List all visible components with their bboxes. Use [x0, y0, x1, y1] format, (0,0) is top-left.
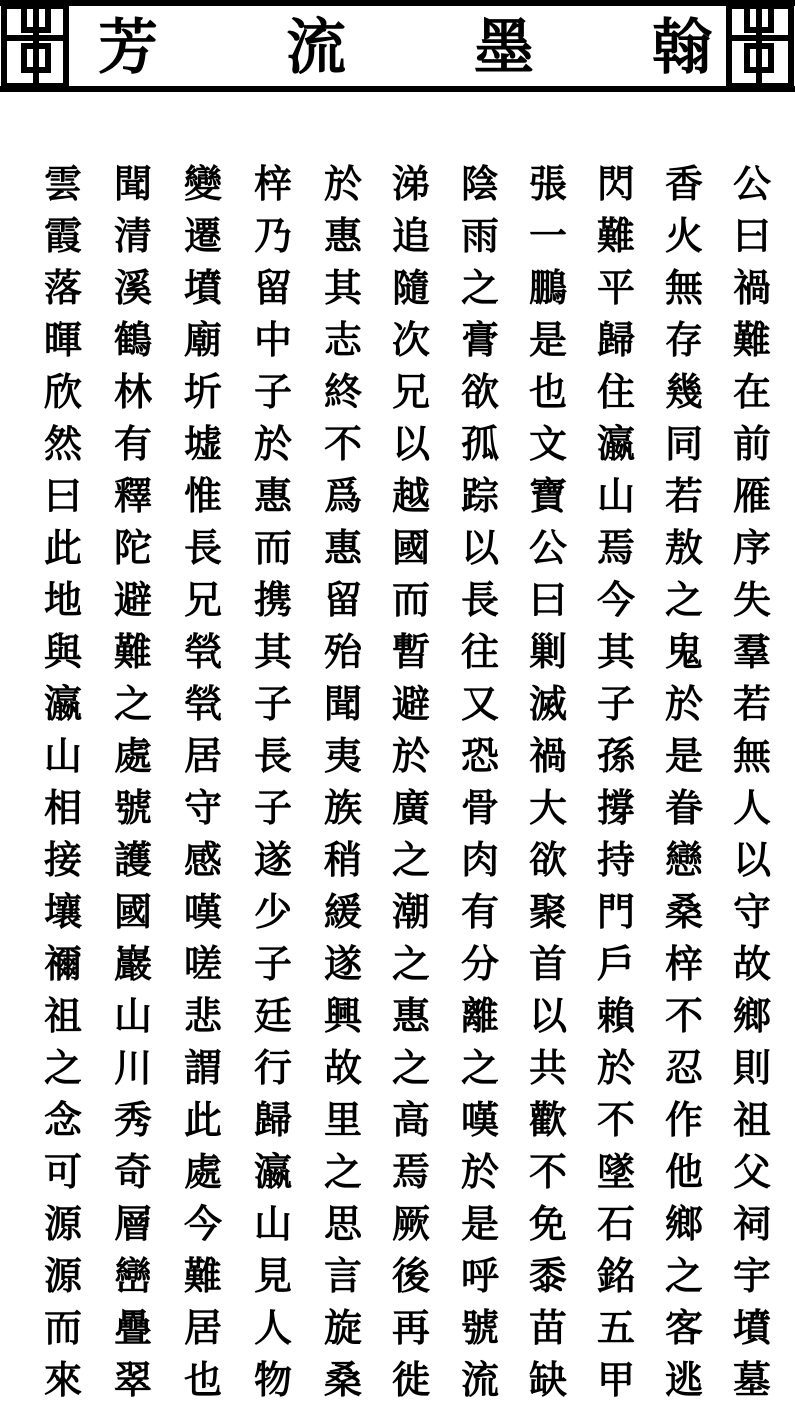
text-glyph: 他: [664, 1149, 703, 1194]
text-glyph: 膏: [460, 317, 499, 362]
text-glyph: 於: [391, 733, 430, 778]
text-glyph: 歡: [528, 1097, 567, 1142]
text-glyph: 瀛: [596, 421, 635, 466]
text-glyph: 壤: [43, 889, 82, 934]
text-glyph: 長: [183, 525, 222, 570]
text-glyph: 於: [323, 161, 362, 206]
text-glyph: 聞: [113, 161, 152, 206]
text-glyph: 桑: [323, 1357, 362, 1402]
text-glyph: 殆: [323, 629, 362, 674]
text-glyph: 相: [43, 785, 82, 830]
text-glyph: 霞: [43, 213, 82, 258]
text-glyph: 嘆: [183, 889, 222, 934]
text-glyph: 惠: [323, 525, 362, 570]
text-glyph: 曰: [43, 473, 82, 518]
text-glyph: 長: [460, 577, 499, 622]
text-glyph: 存: [664, 317, 703, 362]
title-char-3: 墨: [474, 13, 534, 83]
text-glyph: 其: [596, 629, 635, 674]
text-glyph: 其: [253, 629, 292, 674]
text-glyph: 欲: [528, 837, 567, 882]
text-glyph: 追: [391, 213, 430, 258]
text-glyph: 雨: [460, 213, 499, 258]
text-glyph: 志: [323, 317, 362, 362]
text-glyph: 之: [460, 265, 499, 310]
text-glyph: 客: [664, 1305, 703, 1350]
text-column-3: [586, 158, 646, 1406]
text-column-6: [381, 158, 441, 1406]
text-glyph: 里: [323, 1097, 362, 1142]
text-glyph: 不: [596, 1097, 635, 1142]
right-lattice-ornament: [729, 6, 791, 86]
text-glyph: 若: [732, 681, 771, 726]
text-glyph: 國: [113, 889, 152, 934]
text-glyph: 公: [528, 525, 567, 570]
text-glyph: 歸: [253, 1097, 292, 1142]
text-column-9: [173, 158, 233, 1406]
text-glyph: 守: [183, 785, 222, 830]
text-glyph: 清: [113, 213, 152, 258]
banner-title: [70, 10, 725, 86]
text-column-7: [313, 158, 373, 1406]
text-glyph: 陰: [460, 161, 499, 206]
text-glyph: 號: [113, 785, 152, 830]
text-glyph: 在: [732, 369, 771, 414]
text-glyph: 也: [528, 369, 567, 414]
text-glyph: 無: [732, 733, 771, 778]
text-glyph: 惠: [323, 213, 362, 258]
text-glyph: 同: [664, 421, 703, 466]
text-glyph: 來: [43, 1357, 82, 1402]
text-glyph: 肉: [460, 837, 499, 882]
title-char-1: 芳: [98, 13, 158, 83]
text-glyph: 山: [113, 993, 152, 1038]
text-glyph: 不: [664, 993, 703, 1038]
text-glyph: 暉: [43, 317, 82, 362]
text-glyph: 瀛: [253, 1149, 292, 1194]
text-glyph: 寶: [528, 473, 567, 518]
text-glyph: 嘆: [460, 1097, 499, 1142]
text-glyph: 而: [253, 525, 292, 570]
text-glyph: 處: [113, 733, 152, 778]
text-glyph: 祖: [732, 1097, 771, 1142]
text-glyph: 分: [460, 941, 499, 986]
text-glyph: 兄: [183, 577, 222, 622]
text-glyph: 稍: [323, 837, 362, 882]
text-glyph: 惟: [183, 473, 222, 518]
text-glyph: 無: [664, 265, 703, 310]
text-glyph: 遷: [183, 213, 222, 258]
text-glyph: 夷: [323, 733, 362, 778]
text-glyph: 林: [113, 369, 152, 414]
text-glyph: 見: [253, 1253, 292, 1298]
text-glyph: 有: [460, 889, 499, 934]
text-glyph: 逃: [664, 1357, 703, 1402]
text-glyph: 惠: [391, 993, 430, 1038]
text-glyph: 雁: [732, 473, 771, 518]
text-glyph: 與: [43, 629, 82, 674]
text-glyph: 眷: [664, 785, 703, 830]
text-glyph: 不: [323, 421, 362, 466]
text-glyph: 子: [253, 941, 292, 986]
text-glyph: 嗟: [183, 941, 222, 986]
text-glyph: 後: [391, 1253, 430, 1298]
text-glyph: 此: [43, 525, 82, 570]
text-glyph: 廷: [253, 993, 292, 1038]
text-glyph: 暫: [391, 629, 430, 674]
text-glyph: 子: [596, 681, 635, 726]
text-glyph: 於: [253, 421, 292, 466]
text-glyph: 剿: [528, 629, 567, 674]
text-glyph: 涕: [391, 161, 430, 206]
text-glyph: 銘: [596, 1253, 635, 1298]
text-glyph: 兄: [391, 369, 430, 414]
text-glyph: 門: [596, 889, 635, 934]
text-glyph: 其: [323, 265, 362, 310]
text-glyph: 也: [183, 1357, 222, 1402]
text-glyph: 父: [732, 1149, 771, 1194]
text-glyph: 難: [183, 1253, 222, 1298]
text-glyph: 旋: [323, 1305, 362, 1350]
text-glyph: 文: [528, 421, 567, 466]
text-glyph: 墳: [183, 265, 222, 310]
text-glyph: 釋: [113, 473, 152, 518]
text-glyph: 是: [528, 317, 567, 362]
text-glyph: 之: [664, 1253, 703, 1298]
text-glyph: 禍: [528, 733, 567, 778]
text-glyph: 鶴: [113, 317, 152, 362]
text-glyph: 首: [528, 941, 567, 986]
text-glyph: 是: [460, 1201, 499, 1246]
text-glyph: 廟: [183, 317, 222, 362]
text-glyph: 今: [596, 577, 635, 622]
text-glyph: 有: [113, 421, 152, 466]
text-glyph: 往: [460, 629, 499, 674]
text-glyph: 乃: [253, 213, 292, 258]
text-glyph: 行: [253, 1045, 292, 1090]
text-glyph: 越: [391, 473, 430, 518]
text-glyph: 圻: [183, 369, 222, 414]
text-glyph: 平: [596, 265, 635, 310]
text-glyph: 戀: [664, 837, 703, 882]
text-glyph: 滅: [528, 681, 567, 726]
text-glyph: 恐: [460, 733, 499, 778]
text-glyph: 處: [183, 1149, 222, 1194]
text-glyph: 悲: [183, 993, 222, 1038]
text-glyph: 以: [732, 837, 771, 882]
text-glyph: 爲: [323, 473, 362, 518]
title-char-4: 翰: [652, 13, 712, 83]
text-glyph: 離: [460, 993, 499, 1038]
text-glyph: 則: [732, 1045, 771, 1090]
text-glyph: 於: [460, 1149, 499, 1194]
text-glyph: 煢: [183, 629, 222, 674]
text-glyph: 香: [664, 161, 703, 206]
text-glyph: 之: [391, 941, 430, 986]
text-glyph: 宇: [732, 1253, 771, 1298]
text-glyph: 幾: [664, 369, 703, 414]
text-glyph: 鄉: [732, 993, 771, 1038]
text-glyph: 墜: [596, 1149, 635, 1194]
text-glyph: 於: [596, 1045, 635, 1090]
text-glyph: 禰: [43, 941, 82, 986]
text-glyph: 居: [183, 733, 222, 778]
text-glyph: 今: [183, 1201, 222, 1246]
text-glyph: 鄉: [664, 1201, 703, 1246]
text-glyph: 孫: [596, 733, 635, 778]
text-glyph: 感: [183, 837, 222, 882]
text-glyph: 廣: [391, 785, 430, 830]
text-glyph: 火: [664, 213, 703, 258]
text-glyph: 遂: [253, 837, 292, 882]
text-glyph: 惠: [253, 473, 292, 518]
text-glyph: 是: [664, 733, 703, 778]
text-glyph: 聚: [528, 889, 567, 934]
text-glyph: 不: [528, 1149, 567, 1194]
text-glyph: 地: [43, 577, 82, 622]
text-glyph: 隨: [391, 265, 430, 310]
text-glyph: 少: [253, 889, 292, 934]
text-glyph: 鬼: [664, 629, 703, 674]
text-glyph: 焉: [596, 525, 635, 570]
text-glyph: 於: [664, 681, 703, 726]
text-glyph: 厥: [391, 1201, 430, 1246]
text-glyph: 山: [253, 1201, 292, 1246]
text-glyph: 層: [113, 1201, 152, 1246]
text-glyph: 閃: [596, 161, 635, 206]
text-column-2: [654, 158, 714, 1406]
text-glyph: 避: [113, 577, 152, 622]
text-glyph: 此: [183, 1097, 222, 1142]
text-glyph: 守: [732, 889, 771, 934]
text-glyph: 曰: [528, 577, 567, 622]
text-glyph: 山: [596, 473, 635, 518]
text-glyph: 敖: [664, 525, 703, 570]
title-banner: [0, 0, 795, 92]
text-glyph: 族: [323, 785, 362, 830]
text-glyph: 居: [183, 1305, 222, 1350]
text-glyph: 難: [596, 213, 635, 258]
text-glyph: 源: [43, 1201, 82, 1246]
text-glyph: 山: [43, 733, 82, 778]
text-glyph: 張: [528, 161, 567, 206]
text-glyph: 徙: [391, 1357, 430, 1402]
text-glyph: 失: [732, 577, 771, 622]
text-glyph: 甲: [596, 1357, 635, 1402]
text-glyph: 墓: [732, 1357, 771, 1402]
text-glyph: 作: [664, 1097, 703, 1142]
text-glyph: 黍: [528, 1253, 567, 1298]
text-glyph: 撐: [596, 785, 635, 830]
text-glyph: 以: [391, 421, 430, 466]
text-glyph: 免: [528, 1201, 567, 1246]
text-glyph: 之: [391, 1045, 430, 1090]
text-glyph: 號: [460, 1305, 499, 1350]
text-glyph: 避: [391, 681, 430, 726]
text-glyph: 人: [253, 1305, 292, 1350]
vertical-text-body: [0, 158, 795, 1402]
text-glyph: 興: [323, 993, 362, 1038]
text-glyph: 祠: [732, 1201, 771, 1246]
text-glyph: 高: [391, 1097, 430, 1142]
left-lattice-ornament: [4, 6, 66, 86]
text-glyph: 禍: [732, 265, 771, 310]
text-glyph: 人: [732, 785, 771, 830]
text-glyph: 孤: [460, 421, 499, 466]
text-glyph: 戶: [596, 941, 635, 986]
text-glyph: 遂: [323, 941, 362, 986]
text-glyph: 次: [391, 317, 430, 362]
text-column-1: [722, 158, 782, 1406]
text-glyph: 可: [43, 1149, 82, 1194]
text-glyph: 墳: [732, 1305, 771, 1350]
text-column-5: [450, 158, 510, 1406]
text-glyph: 住: [596, 369, 635, 414]
text-glyph: 而: [43, 1305, 82, 1350]
text-glyph: 難: [732, 317, 771, 362]
text-glyph: 共: [528, 1045, 567, 1090]
text-glyph: 難: [113, 629, 152, 674]
text-glyph: 桑: [664, 889, 703, 934]
text-glyph: 梓: [664, 941, 703, 986]
text-glyph: 翠: [113, 1357, 152, 1402]
text-glyph: 梓: [253, 161, 292, 206]
text-glyph: 歸: [596, 317, 635, 362]
text-glyph: 鵬: [528, 265, 567, 310]
text-glyph: 踪: [460, 473, 499, 518]
text-glyph: 子: [253, 369, 292, 414]
text-glyph: 巖: [113, 941, 152, 986]
text-glyph: 公: [732, 161, 771, 206]
text-glyph: 留: [253, 265, 292, 310]
text-glyph: 之: [664, 577, 703, 622]
text-glyph: 苗: [528, 1305, 567, 1350]
text-glyph: 緩: [323, 889, 362, 934]
text-glyph: 子: [253, 681, 292, 726]
text-glyph: 秀: [113, 1097, 152, 1142]
title-char-2: 流: [286, 13, 346, 83]
text-glyph: 溪: [113, 265, 152, 310]
text-glyph: 之: [460, 1045, 499, 1090]
text-glyph: 之: [323, 1149, 362, 1194]
text-glyph: 留: [323, 577, 362, 622]
text-glyph: 護: [113, 837, 152, 882]
text-glyph: 煢: [183, 681, 222, 726]
text-glyph: 之: [113, 681, 152, 726]
text-glyph: 變: [183, 161, 222, 206]
text-glyph: 陀: [113, 525, 152, 570]
text-glyph: 雲: [43, 161, 82, 206]
text-glyph: 欲: [460, 369, 499, 414]
text-glyph: 長: [253, 733, 292, 778]
text-glyph: 祖: [43, 993, 82, 1038]
text-glyph: 石: [596, 1201, 635, 1246]
text-glyph: 接: [43, 837, 82, 882]
text-glyph: 然: [43, 421, 82, 466]
text-column-11: [33, 158, 93, 1406]
text-glyph: 羣: [732, 629, 771, 674]
text-glyph: 前: [732, 421, 771, 466]
text-glyph: 以: [528, 993, 567, 1038]
text-glyph: 瀛: [43, 681, 82, 726]
text-glyph: 曰: [732, 213, 771, 258]
text-glyph: 子: [253, 785, 292, 830]
text-glyph: 欣: [43, 369, 82, 414]
text-glyph: 奇: [113, 1149, 152, 1194]
text-glyph: 以: [460, 525, 499, 570]
text-glyph: 流: [460, 1357, 499, 1402]
text-glyph: 序: [732, 525, 771, 570]
text-glyph: 若: [664, 473, 703, 518]
text-glyph: 中: [253, 317, 292, 362]
text-glyph: 五: [596, 1305, 635, 1350]
text-glyph: 賴: [596, 993, 635, 1038]
text-glyph: 骨: [460, 785, 499, 830]
text-glyph: 終: [323, 369, 362, 414]
text-glyph: 巒: [113, 1253, 152, 1298]
text-glyph: 再: [391, 1305, 430, 1350]
text-glyph: 携: [253, 577, 292, 622]
text-glyph: 疊: [113, 1305, 152, 1350]
text-glyph: 源: [43, 1253, 82, 1298]
text-glyph: 川: [113, 1045, 152, 1090]
text-glyph: 缺: [528, 1357, 567, 1402]
text-column-10: [103, 158, 163, 1406]
text-glyph: 潮: [391, 889, 430, 934]
text-glyph: 一: [528, 213, 567, 258]
text-glyph: 聞: [323, 681, 362, 726]
text-column-4: [518, 158, 578, 1406]
text-glyph: 忍: [664, 1045, 703, 1090]
text-glyph: 而: [391, 577, 430, 622]
text-glyph: 物: [253, 1357, 292, 1402]
text-column-8: [243, 158, 303, 1406]
text-glyph: 持: [596, 837, 635, 882]
text-glyph: 念: [43, 1097, 82, 1142]
text-glyph: 大: [528, 785, 567, 830]
text-glyph: 國: [391, 525, 430, 570]
text-glyph: 又: [460, 681, 499, 726]
text-glyph: 故: [323, 1045, 362, 1090]
text-glyph: 落: [43, 265, 82, 310]
text-glyph: 言: [323, 1253, 362, 1298]
text-glyph: 思: [323, 1201, 362, 1246]
text-glyph: 呼: [460, 1253, 499, 1298]
text-glyph: 之: [43, 1045, 82, 1090]
text-glyph: 故: [732, 941, 771, 986]
text-glyph: 墟: [183, 421, 222, 466]
text-glyph: 焉: [391, 1149, 430, 1194]
text-glyph: 謂: [183, 1045, 222, 1090]
text-glyph: 之: [391, 837, 430, 882]
